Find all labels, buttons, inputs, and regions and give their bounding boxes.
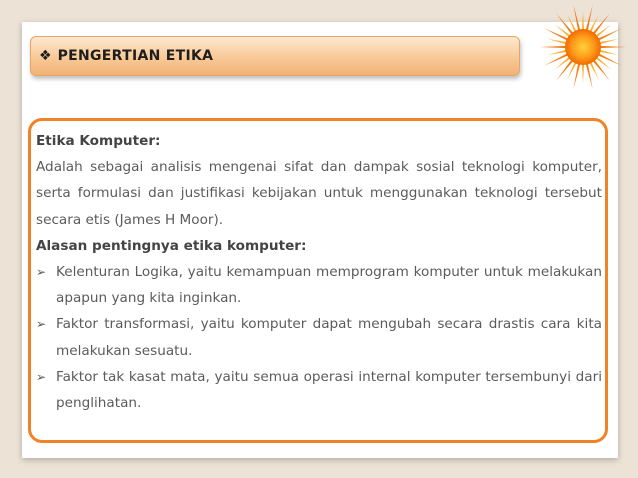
heading-alasan: Alasan pentingnya etika komputer: — [36, 237, 307, 254]
arrow-bullet-icon: ➢ — [36, 369, 47, 384]
arrow-bullet-icon: ➢ — [36, 265, 47, 280]
diamond-bullet-icon: ❖ — [39, 48, 52, 64]
list-item: ➢ Faktor tak kasat mata, yaitu semua operasi internal komputer tersembunyi dari penglihatan. — [36, 364, 602, 416]
sun-icon — [538, 2, 628, 92]
definition-paragraph: Adalah sebagai analisis mengenai sifat dan dampak sosial teknologi komputer, serta formulasi dan justifikasi kebijakan untuk menggunakan teknologi tersebut secara etis (James H Moor). — [36, 159, 602, 228]
title-bar — [30, 36, 520, 76]
slide-title: PENGERTIAN ETIKA — [57, 48, 214, 64]
list-item: ➢ Faktor transformasi, yaitu komputer dapat mengubah secara drastis cara kita melakukan sesuatu. — [36, 311, 602, 363]
arrow-bullet-icon: ➢ — [36, 317, 47, 332]
list-item: ➢ Kelenturan Logika, yaitu kemampuan memprogram komputer untuk melakukan apapun yang kita inginkan. — [36, 259, 602, 311]
content-text — [36, 128, 602, 416]
heading-etika-komputer: Etika Komputer: — [36, 133, 161, 149]
